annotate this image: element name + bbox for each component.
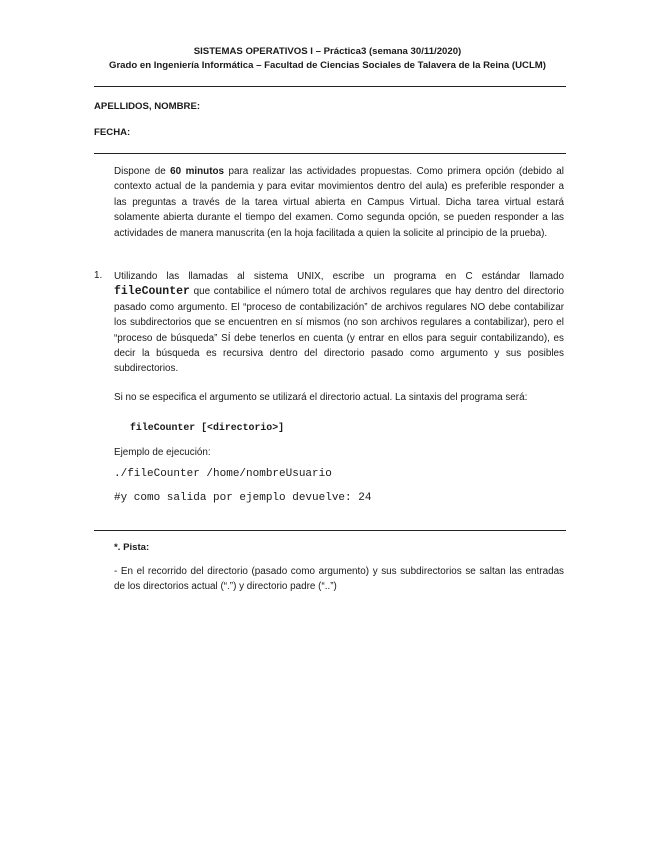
question-number: 1.	[94, 270, 103, 281]
name-field-label: APELLIDOS, NOMBRE:	[94, 101, 201, 112]
example-label: Ejemplo de ejecución:	[114, 447, 211, 458]
intro-text-pre: Dispone de	[114, 166, 171, 177]
intro-duration: 60 minutos	[170, 166, 225, 177]
hint-title: *. Pista:	[114, 542, 150, 553]
hint-divider	[94, 530, 566, 531]
question-text-post: que contabilice el número total de archivos regulares que hay dentro del directorio pasado como argumento. El “proceso de contabilización” de archivos regulares NO debe contabilizar los subdirectorios que se encuentren en sí mismos (no son archivos regulares a contabilizar), pero el “proceso de búsqueda” SÍ debe tenerlos en cuenta (y entrar en ellos para seguir contabilizando), es decir la búsqueda es recursiva dentro del directorio pasado como argumento y sus posibles subdirectorios.	[114, 286, 564, 375]
header-title: SISTEMAS OPERATIVOS I – Práctica3 (semana 30/11/2020)	[193, 46, 462, 57]
intro-text-post: para realizar las actividades propuestas. Como primera opción (debido al contexto actual de la pandemia y para evitar movimientos dentro del aula) es preferible responder a las preguntas a través de la tarea virtual abierta en Campus Virtual. Dicha tarea virtual estará solamente abierta durante el tiempo del examen. Como segunda opción, se pueden responder a las actividades de manera manuscrita (en la hoja facilitada a quien la solicite al principio de la prueba).	[114, 166, 564, 239]
example-command: ./fileCounter /home/nombreUsuario	[114, 468, 332, 480]
intro-paragraph	[114, 164, 564, 241]
fields-divider	[94, 153, 566, 154]
date-field-label: FECHA:	[94, 127, 131, 138]
program-name: fileCounter	[114, 285, 190, 299]
syntax-line: fileCounter [<directorio>]	[130, 422, 285, 433]
header-subtitle: Grado en Ingeniería Informática – Facultad de Ciencias Sociales de Talavera de la Reina (UCLM)	[108, 60, 546, 71]
header-divider	[94, 86, 566, 87]
question-paragraph	[114, 269, 564, 377]
question-text-pre: Utilizando las llamadas al sistema UNIX, escribe un programa en C estándar llamado	[114, 271, 564, 282]
hint-text: - En el recorrido del directorio (pasado como argumento) y sus subdirectorios se saltan las entradas de los directorios actual (“.”) y directorio padre (“..”)	[114, 566, 564, 593]
example-output: #y como salida por ejemplo devuelve: 24	[114, 492, 372, 504]
syntax-intro: Si no se especifica el argumento se utilizará el directorio actual. La sintaxis del programa será:	[114, 392, 528, 403]
